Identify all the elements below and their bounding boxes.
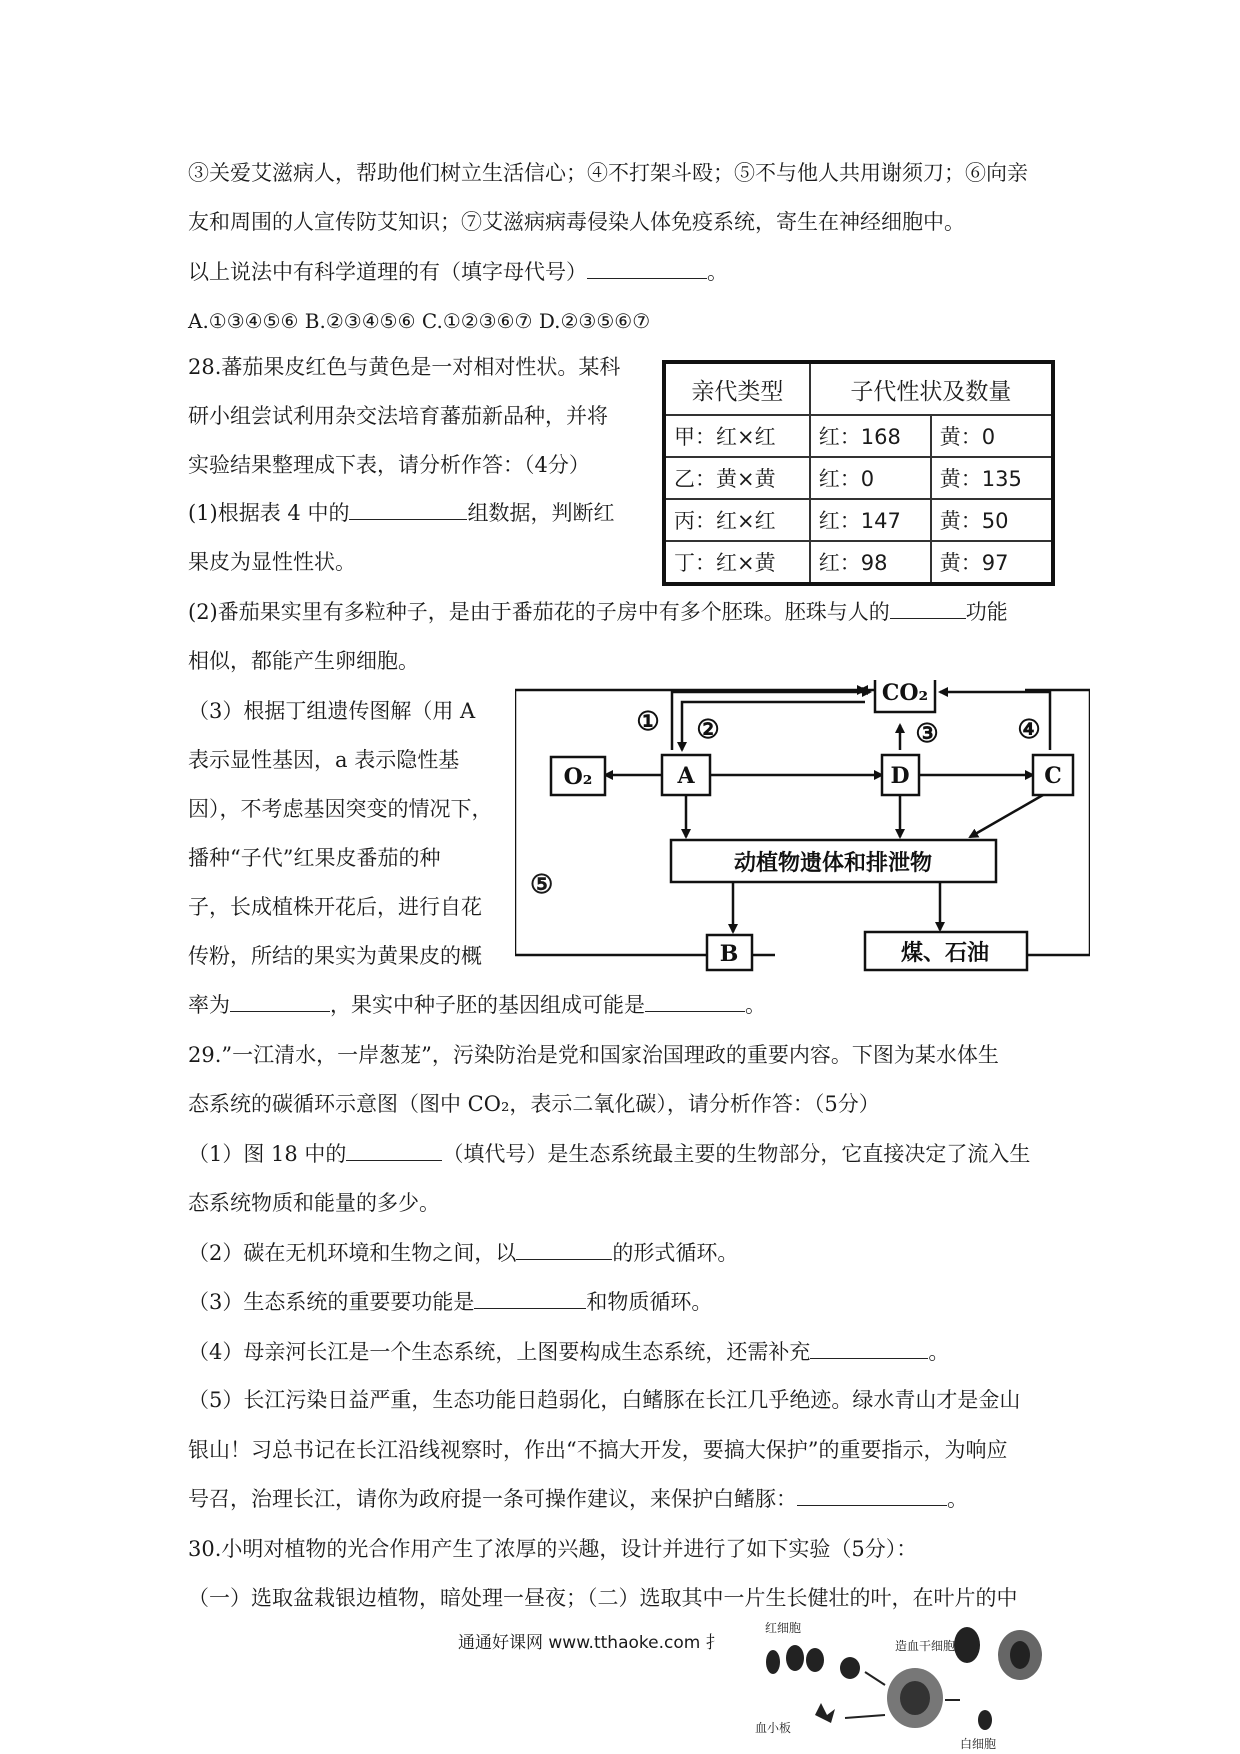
- coal-label: 煤、石油: [900, 940, 990, 966]
- table-row: [664, 415, 1053, 457]
- text-line: （一）选取盆栽银边植物，暗处理一昼夜；（二）选取其中一片生长健壮的叶，在叶片的中: [188, 1586, 1018, 1610]
- table-cell: 黄：50: [931, 499, 1053, 541]
- text-line: 研小组尝试利用杂交法培育蕃茄新品种，并将: [188, 404, 608, 428]
- text-line: 果皮为显性性状。: [188, 550, 356, 574]
- answer-blank[interactable]: [890, 598, 966, 619]
- b-label: B: [719, 941, 739, 967]
- table-row: [664, 541, 1053, 584]
- text-line: 实验结果整理成下表，请分析作答：（4分）: [188, 453, 590, 477]
- text-line: 友和周围的人宣传防艾知识；⑦艾滋病病毒侵染人体免疫系统，寄生在神经细胞中。: [188, 210, 965, 234]
- label-white-cell: 白细胞: [960, 1737, 997, 1751]
- text-line: （1）图 18 中的 （填代号）是生态系统最主要的生物部分，它直接决定了流入生: [188, 1142, 1031, 1166]
- arrow-line: [970, 795, 1043, 837]
- number-2: ②: [696, 715, 720, 745]
- table-cell: 甲：红×红: [664, 415, 810, 457]
- question-30: 30.小明对植物的光合作用产生了浓厚的兴趣，设计并进行了如下实验（5分）：: [188, 1537, 918, 1561]
- frame-left: [515, 690, 865, 955]
- answer-blank[interactable]: [349, 499, 467, 520]
- blood-cell-figure: [755, 1610, 1055, 1754]
- text-line: (2)番茄果实里有多粒种子，是由于番茄花的子房中有多个胚珠。胚珠与人的 功能: [188, 600, 1008, 624]
- text-line: 态系统的碳循环示意图（图中 CO₂，表示二氧化碳），请分析作答：（5分）: [188, 1092, 880, 1116]
- table-cell: 红：98: [810, 541, 931, 584]
- label-red-cell: 红细胞: [765, 1621, 802, 1635]
- text-line: (1)根据表 4 中的 组数据，判断红: [188, 501, 615, 525]
- table-cell: 丁：红×黄: [664, 541, 810, 584]
- answer-blank[interactable]: [230, 991, 330, 1012]
- text-line: 子，长成植株开花后，进行自花: [188, 895, 482, 919]
- a-label: A: [677, 763, 695, 789]
- text-line: （5）长江污染日益严重，生态功能日趋弱化，白鳍豚在长江几乎绝迹。绿水青山才是金山: [188, 1388, 1021, 1412]
- table-cell: 红：147: [810, 499, 931, 541]
- text-line: （3）生态系统的重要要功能是 和物质循环。: [188, 1290, 713, 1314]
- answer-blank[interactable]: [346, 1140, 442, 1161]
- question-28: 28.蕃茄果皮红色与黄色是一对相对性状。某科: [188, 355, 621, 379]
- text-line: 播种“子代”红果皮番茄的种: [188, 846, 441, 870]
- table-cell: 黄：0: [931, 415, 1053, 457]
- text-line: A.①③④⑤⑥ B.②③④⑤⑥ C.①②③⑥⑦ D.②③⑤⑥⑦: [188, 309, 651, 333]
- table-cell: 乙：黄×黄: [664, 457, 810, 499]
- carbon-cycle-diagram: [515, 680, 1090, 980]
- text-line: 银山！习总书记在长江沿线视察时，作出“不搞大开发，要搞大保护”的重要指示，为响应: [188, 1438, 1008, 1462]
- answer-blank[interactable]: [810, 1338, 928, 1359]
- number-1: ①: [636, 707, 660, 737]
- text-line: 以上说法中有科学道理的有（填字母代号） 。: [188, 260, 728, 284]
- text-line: 传粉，所结的果实为黄果皮的概: [188, 944, 482, 968]
- label-platelet: 血小板: [755, 1721, 792, 1735]
- number-4: ④: [1017, 715, 1041, 745]
- question-29: 29.”一江清水，一岸葱茏”，污染防治是党和国家治国理政的重要内容。下图为某水体生: [188, 1043, 999, 1067]
- text-line: （3）根据丁组遗传图解（用 A: [188, 699, 476, 723]
- text-line: （2）碳在无机环境和生物之间，以 的形式循环。: [188, 1241, 739, 1265]
- label-stem-cell: 造血干细胞: [895, 1639, 956, 1653]
- answer-blank[interactable]: [587, 258, 707, 279]
- table-header: 亲代类型: [664, 362, 810, 415]
- footer-watermark: 通通好课网 www.tthaoke.com 扌: [458, 1633, 723, 1653]
- table-cell: 黄：97: [931, 541, 1053, 584]
- o2-label: O₂: [563, 764, 593, 790]
- text-line: 相似，都能产生卵细胞。: [188, 649, 419, 673]
- co2-label: CO₂: [881, 680, 929, 706]
- table-cell: 黄：135: [931, 457, 1053, 499]
- text-line: 率为 ，果实中种子胚的基因组成可能是 。: [188, 993, 766, 1017]
- table-row: [664, 457, 1053, 499]
- number-5: ⑤: [530, 870, 554, 900]
- text-line: （4）母亲河长江是一个生态系统，上图要构成生态系统，还需补充 。: [188, 1340, 950, 1364]
- answer-blank[interactable]: [645, 991, 745, 1012]
- answer-blank[interactable]: [516, 1239, 612, 1260]
- d-label: D: [890, 763, 910, 789]
- trait-table: [662, 360, 1055, 586]
- answer-blank[interactable]: [797, 1485, 947, 1506]
- text-line: 号召，治理长江，请你为政府提一条可操作建议，来保护白鳍豚： 。: [188, 1487, 968, 1511]
- text-line: 因），不考虑基因突变的情况下，: [188, 797, 493, 821]
- remains-label: 动植物遗体和排泄物: [733, 850, 933, 876]
- table-row: [664, 499, 1053, 541]
- table-cell: 红：0: [810, 457, 931, 499]
- number-3: ③: [915, 719, 939, 749]
- text-line: ③关爱艾滋病人，帮助他们树立生活信心；④不打架斗殴；⑤不与他人共用谢须刀；⑥向亲: [188, 161, 1028, 185]
- text-line: 表示显性基因，a 表示隐性基: [188, 748, 460, 772]
- table-cell: 红：168: [810, 415, 931, 457]
- table-header: 子代性状及数量: [810, 362, 1053, 415]
- answer-blank[interactable]: [474, 1288, 586, 1309]
- c-label: C: [1044, 763, 1062, 789]
- table-cell: 丙：红×红: [664, 499, 810, 541]
- text-line: 态系统物质和能量的多少。: [188, 1191, 440, 1215]
- table-header-row: [664, 362, 1053, 415]
